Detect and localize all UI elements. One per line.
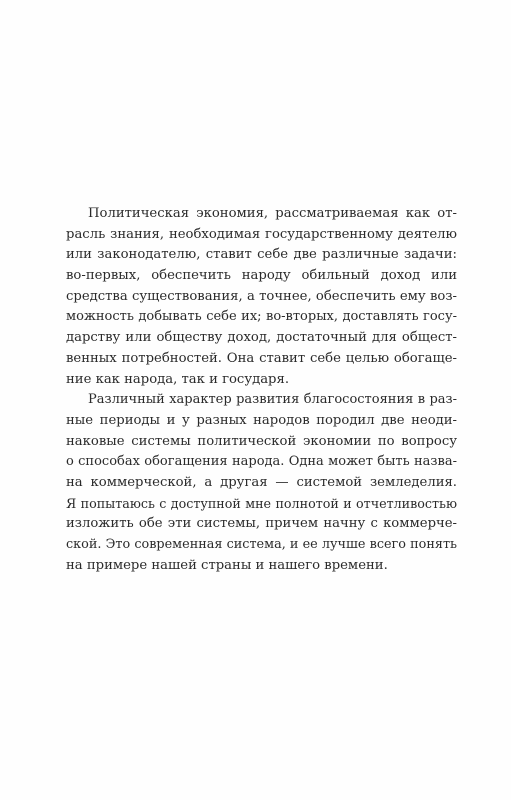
text-line: расль знания, необходимая государственному деятелю (66, 226, 457, 242)
text-line: венных потребностей. Она ставит себе целью обогаще- (66, 350, 457, 366)
text-line: изложить обе эти системы, причем начну с коммерче- (66, 516, 457, 532)
text-line: дарству или обществу доход, достаточный для общест- (66, 330, 457, 346)
text-line: ской. Это современная система, и ее лучше всего понять (66, 537, 457, 552)
text-line: о способах обогащения народа. Одна может быть назва- (66, 454, 457, 470)
paragraph-1 (66, 204, 457, 390)
paragraph-2 (66, 390, 457, 576)
text-line: Я попытаюсь с доступной мне полнотой и отчетливостью (66, 495, 457, 511)
text-line: ные периоды и у разных народов породил две неоди- (66, 412, 457, 428)
text-line: Политическая экономия, рассматриваемая как от- (88, 206, 457, 221)
body-text (66, 204, 457, 576)
text-line: Различный характер развития благосостояния в раз- (88, 392, 457, 408)
text-line: можность добывать себе их; во-вторых, доставлять госу- (66, 309, 457, 325)
text-line: средства существования, а точнее, обеспечить ему воз- (66, 288, 457, 304)
text-line: ние как народа, так и государя. (66, 371, 290, 387)
text-line: во-первых, обеспечить народу обильный доход или (66, 268, 457, 284)
text-line: наковые системы политической экономии по вопросу (66, 433, 457, 449)
text-line: на коммерческой, а другая — системой земледелия. (66, 474, 457, 490)
text-line: на примере нашей страны и нашего времени. (66, 557, 388, 573)
text-line: или законодателю, ставит себе две различные задачи: (66, 247, 457, 263)
